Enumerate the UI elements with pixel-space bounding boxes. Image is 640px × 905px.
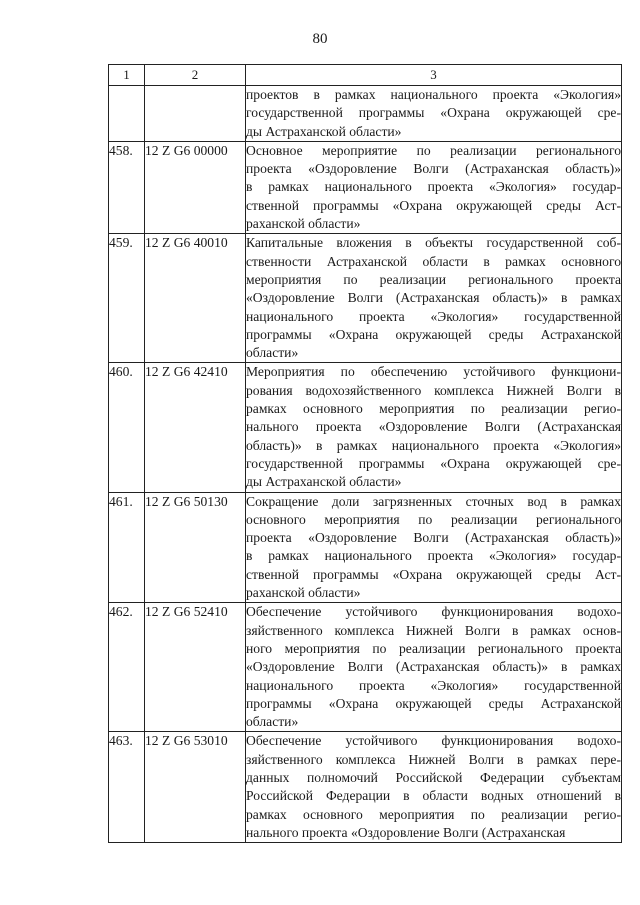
description-line: Капитальные вложения в объекты государственной соб-	[246, 235, 621, 251]
description-line: области»	[246, 345, 299, 361]
description-line: программы «Охрана окружающей среды Астраханской	[246, 326, 621, 342]
table-row	[109, 732, 622, 843]
classification-code: 12 Z G6 42410	[145, 363, 246, 492]
item-description	[246, 86, 622, 142]
description-line: проектов в рамках национального проекта «Экология»	[246, 87, 621, 102]
row-number: 462.	[109, 603, 145, 732]
description-line: основного мероприятия по реализации регионального	[246, 511, 621, 527]
item-description	[246, 603, 622, 732]
description-line: проекта «Оздоровление Волги (Астраханская область)»	[246, 161, 621, 177]
description-line: «Оздоровление Волги (Астраханская область)» в рамках	[246, 659, 621, 675]
item-description	[246, 141, 622, 233]
description-line: в рамках национального проекта «Экология» государ-	[246, 548, 621, 564]
column-header-1: 1	[109, 65, 145, 86]
description-line: государственной программы «Охрана окружающей сре-	[246, 455, 621, 471]
page-number: 80	[312, 31, 328, 47]
description-line: Основное мероприятие по реализации регионального	[246, 142, 621, 158]
table-row	[109, 141, 622, 233]
table-row	[109, 492, 622, 603]
row-number: 460.	[109, 363, 145, 492]
description-line: нального проекта «Оздоровление Волги (Астраханская	[246, 419, 621, 435]
budget-classification-table	[108, 64, 622, 843]
description-line: проекта «Оздоровление Волги (Астраханская область)»	[246, 530, 621, 546]
description-line: национального проекта «Экология» государственной	[246, 308, 621, 324]
description-line: рамках основного мероприятия по реализации регио-	[246, 806, 621, 822]
description-line: национального проекта «Экология» государственной	[246, 677, 621, 693]
classification-code: 12 Z G6 52410	[145, 603, 246, 732]
description-line: Российской Федерации в области водных отношений в	[246, 788, 621, 804]
description-line: область)» в рамках национального проекта «Экология»	[246, 437, 621, 453]
item-description	[246, 363, 622, 492]
table-body	[109, 86, 622, 843]
table-row	[109, 363, 622, 492]
item-description	[246, 234, 622, 363]
description-line: Обеспечение устойчивого функционирования водохо-	[246, 733, 621, 749]
row-number: 459.	[109, 234, 145, 363]
description-line: области»	[246, 714, 299, 730]
description-line: государственной программы «Охрана окружающей сре-	[246, 105, 621, 121]
row-number: 463.	[109, 732, 145, 843]
row-number: 458.	[109, 141, 145, 233]
table-row	[109, 603, 622, 732]
description-line: ды Астраханской области»	[246, 474, 402, 490]
description-line: ственной программы «Охрана окружающей среды Аст-	[246, 566, 621, 582]
classification-code	[145, 86, 246, 142]
table-header-row	[109, 65, 622, 86]
description-line: раханской области»	[246, 585, 361, 601]
description-line: раханской области»	[246, 216, 361, 232]
classification-code: 12 Z G6 40010	[145, 234, 246, 363]
item-description	[246, 492, 622, 603]
description-line: ственности Астраханской области в рамках основного	[246, 253, 621, 269]
column-header-3: 3	[246, 65, 622, 86]
description-line: ственной программы «Охрана окружающей среды Аст-	[246, 197, 621, 213]
item-description	[246, 732, 622, 843]
row-number	[109, 86, 145, 142]
description-line: мероприятия по реализации регионального проекта	[246, 271, 621, 287]
classification-code: 12 Z G6 53010	[145, 732, 246, 843]
table-row	[109, 86, 622, 142]
description-line: «Оздоровление Волги (Астраханская область)» в рамках	[246, 290, 621, 306]
description-line: данных полномочий Российской Федерации субъектам	[246, 769, 621, 785]
classification-code: 12 Z G6 00000	[145, 141, 246, 233]
classification-code: 12 Z G6 50130	[145, 492, 246, 603]
description-line: рования водохозяйственного комплекса Нижней Волги в	[246, 382, 621, 398]
description-line: Мероприятия по обеспечению устойчивого функциони-	[246, 364, 621, 380]
table-row	[109, 234, 622, 363]
description-line: Сокращение доли загрязненных сточных вод в рамках	[246, 493, 621, 509]
description-line: ного мероприятия по реализации регионального проекта	[246, 640, 621, 656]
column-header-2: 2	[145, 65, 246, 86]
description-line: зяйственного комплекса Нижней Волги в рамках пере-	[246, 751, 621, 767]
description-line: Обеспечение устойчивого функционирования водохо-	[246, 604, 621, 620]
description-line: в рамках национального проекта «Экология» государ-	[246, 179, 621, 195]
description-line: нального проекта «Оздоровление Волги (Астраханская	[246, 824, 566, 840]
description-line: рамках основного мероприятия по реализации регио-	[246, 401, 621, 417]
description-line: зяйственного комплекса Нижней Волги в рамках основ-	[246, 622, 621, 638]
row-number: 461.	[109, 492, 145, 603]
description-line: программы «Охрана окружающей среды Астраханской	[246, 695, 621, 711]
description-line: ды Астраханской области»	[246, 123, 402, 139]
